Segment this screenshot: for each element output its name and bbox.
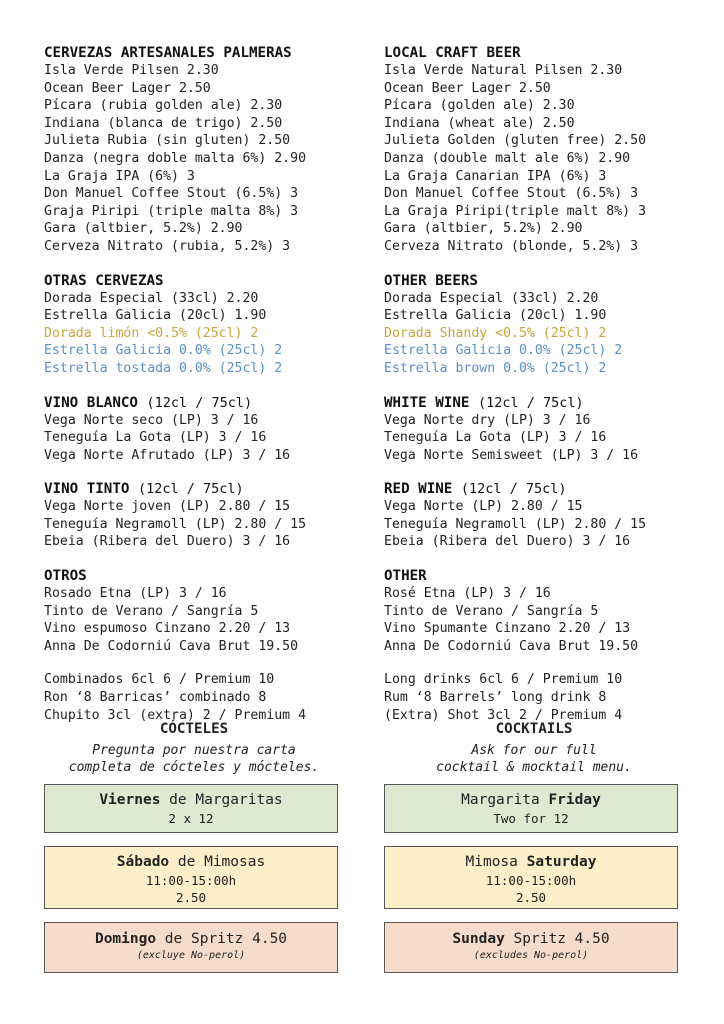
- menu-item: Vino espumoso Cinzano 2.20 / 13: [44, 621, 291, 637]
- promo-margarita-friday: [384, 784, 678, 833]
- menu-item: Teneguía La Gota (LP) 3 / 16: [384, 430, 607, 446]
- cocktails-note: completa de cócteles y mócteles.: [68, 760, 320, 775]
- menu-item: Julieta Golden (gluten free) 2.50: [384, 133, 647, 149]
- menu-item: (Extra) Shot 3cl 2 / Premium 4: [384, 707, 623, 723]
- menu-section: [384, 567, 684, 655]
- menu-item: Anna De Codorniú Cava Brut 19.50: [44, 638, 299, 654]
- menu-column-spanish: [44, 44, 344, 740]
- promo-hours: 11:00-15:00h: [485, 873, 577, 888]
- menu-item: Combinados 6cl 6 / Premium 10: [44, 672, 275, 688]
- menu-item: Chupito 3cl (extra) 2 / Premium 4: [44, 707, 307, 723]
- promo-title: Mimosa Saturday: [465, 854, 597, 870]
- promo-title: Domingo de Spritz 4.50: [94, 931, 288, 947]
- menu-item: Indiana (wheat ale) 2.50: [384, 115, 575, 131]
- menu-item: Estrella Galicia 0.0% (25cl) 2: [384, 343, 623, 359]
- promo-hours: 11:00-15:00h: [145, 873, 237, 888]
- section-heading: OTHER: [384, 568, 427, 585]
- menu-item: Cerveza Nitrato (blonde, 5.2%) 3: [384, 238, 639, 254]
- section-heading: OTHER BEERS: [384, 272, 478, 289]
- section-heading: VINO BLANCO (12cl / 75cl): [44, 394, 253, 411]
- menu-item: Vega Norte Semisweet (LP) 3 / 16: [384, 447, 639, 463]
- menu-item: Danza (negra doble malta 6%) 2.90: [44, 150, 307, 166]
- menu-item: Don Manuel Coffee Stout (6.5%) 3: [44, 186, 299, 202]
- section-size-note: (12cl / 75cl): [460, 481, 567, 498]
- menu-item: La Graja Piripi(triple malt 8%) 3: [384, 203, 647, 219]
- section-heading: WHITE WINE (12cl / 75cl): [384, 394, 584, 411]
- menu-item: Dorada Especial (33cl) 2.20: [44, 290, 259, 306]
- menu-item: Gara (altbier, 5.2%) 2.90: [44, 221, 243, 237]
- menu-item: Ocean Beer Lager 2.50: [44, 80, 211, 96]
- cocktails-note: cocktail & mocktail menu.: [436, 760, 632, 775]
- menu-item: Vino Spumante Cinzano 2.20 / 13: [384, 621, 631, 637]
- menu-item: Vega Norte (LP) 2.80 / 15: [384, 499, 583, 515]
- menu-item: Rosado Etna (LP) 3 / 16: [44, 586, 227, 602]
- menu-item: Estrella Galicia (20cl) 1.90: [44, 308, 267, 324]
- menu-item: Don Manuel Coffee Stout (6.5%) 3: [384, 186, 639, 202]
- menu-item: Estrella Galicia (20cl) 1.90: [384, 308, 607, 324]
- promo-title: Sunday Spritz 4.50: [452, 931, 610, 947]
- section-size-note: (12cl / 75cl): [146, 394, 253, 411]
- menu-item: Pícara (golden ale) 2.30: [384, 98, 575, 114]
- menu-item: Teneguía Negramoll (LP) 2.80 / 15: [44, 516, 307, 532]
- menu-item: Vega Norte dry (LP) 3 / 16: [384, 412, 591, 428]
- section-heading: VINO TINTO (12cl / 75cl): [44, 481, 244, 498]
- promo-sunday-spritz: [44, 922, 338, 973]
- menu-item: Rum ‘8 Barrels’ long drink 8: [384, 690, 607, 706]
- cocktails-note: Pregunta por nuestra carta: [92, 743, 296, 758]
- menu-item: Ebeia (Ribera del Duero) 3 / 16: [44, 534, 291, 550]
- menu-item: Pícara (rubia golden ale) 2.30: [44, 98, 283, 114]
- menu-item: Dorada limón <0.5% (25cl) 2: [44, 325, 259, 341]
- menu-section: [44, 671, 344, 724]
- menu-item: Gara (altbier, 5.2%) 2.90: [384, 221, 583, 237]
- promo-title: Margarita Friday: [461, 792, 601, 808]
- promo-friday-margaritas: [44, 784, 338, 833]
- menu-item: Danza (double malt ale 6%) 2.90: [384, 150, 631, 166]
- menu-section: [384, 394, 684, 465]
- cocktails-block-english: [384, 720, 684, 776]
- promo-sunday-spritz: [384, 922, 678, 973]
- menu-section: [44, 480, 344, 551]
- menu-item: Dorada Shandy <0.5% (25cl) 2: [384, 325, 607, 341]
- menu-item: Vega Norte Afrutado (LP) 3 / 16: [44, 447, 291, 463]
- section-heading: OTROS: [44, 568, 87, 585]
- menu-section: [384, 44, 684, 256]
- menu-item: Dorada Especial (33cl) 2.20: [384, 290, 599, 306]
- menu-item: Estrella brown 0.0% (25cl) 2: [384, 360, 607, 376]
- promo-footnote: (excluye No-perol): [136, 950, 246, 961]
- menu-item: Vega Norte seco (LP) 3 / 16: [44, 412, 259, 428]
- menu-item: Tinto de Verano / Sangría 5: [384, 603, 599, 619]
- menu-item: Estrella Galicia 0.0% (25cl) 2: [44, 343, 283, 359]
- menu-item: Ebeia (Ribera del Duero) 3 / 16: [384, 534, 631, 550]
- section-heading: RED WINE (12cl / 75cl): [384, 481, 567, 498]
- menu-section: [44, 567, 344, 655]
- menu-item: Rosé Etna (LP) 3 / 16: [384, 586, 551, 602]
- section-size-note: (12cl / 75cl): [137, 481, 244, 498]
- promo-price: 2.50: [515, 890, 547, 905]
- menu-section: [44, 44, 344, 256]
- menu-item: Indiana (blanca de trigo) 2.50: [44, 115, 283, 131]
- menu-item: Teneguía Negramoll (LP) 2.80 / 15: [384, 516, 647, 532]
- cocktails-note: Ask for our full: [471, 743, 597, 758]
- menu-item: Ron ‘8 Barricas’ combinado 8: [44, 690, 267, 706]
- menu-item: Isla Verde Natural Pilsen 2.30: [384, 63, 623, 78]
- section-heading: OTRAS CERVEZAS: [44, 272, 164, 289]
- menu-item: Vega Norte joven (LP) 2.80 / 15: [44, 499, 291, 515]
- menu-item: Teneguía La Gota (LP) 3 / 16: [44, 430, 267, 446]
- menu-item: Ocean Beer Lager 2.50: [384, 80, 551, 96]
- menu-item: La Graja Canarian IPA (6%) 3: [384, 168, 607, 184]
- menu-item: Long drinks 6cl 6 / Premium 10: [384, 672, 623, 688]
- menu-item: Isla Verde Pilsen 2.30: [44, 63, 219, 78]
- promo-price: 2.50: [175, 890, 207, 905]
- menu-column-english: [384, 44, 684, 740]
- menu-item: Anna De Codorniú Cava Brut 19.50: [384, 638, 639, 654]
- cocktails-title: CÓCTELES: [159, 721, 229, 737]
- menu-item: La Graja IPA (6%) 3: [44, 168, 195, 184]
- promo-footnote: (excludes No-perol): [473, 950, 589, 961]
- section-size-note: (12cl / 75cl): [477, 394, 584, 411]
- promo-detail: Two for 12: [493, 811, 569, 826]
- menu-section: [384, 480, 684, 551]
- menu-section: [44, 272, 344, 378]
- menu-item: Tinto de Verano / Sangría 5: [44, 603, 259, 619]
- menu-item: Cerveza Nitrato (rubia, 5.2%) 3: [44, 238, 291, 254]
- menu-section: [384, 671, 684, 724]
- section-heading: LOCAL CRAFT BEER: [384, 45, 521, 61]
- promo-title: Sábado de Mimosas: [116, 854, 266, 870]
- menu-section: [384, 272, 684, 378]
- promo-mimosa-saturday: [384, 846, 678, 909]
- cocktails-block-spanish: [44, 720, 344, 776]
- menu-item: Graja Piripi (triple malta 8%) 3: [44, 203, 299, 219]
- promo-title: Viernes de Margaritas: [99, 792, 283, 808]
- menu-item: Julieta Rubia (sin gluten) 2.50: [44, 133, 291, 149]
- promo-detail: 2 x 12: [168, 811, 214, 826]
- section-heading: CERVEZAS ARTESANALES PALMERAS: [44, 45, 292, 61]
- menu-item: Estrella tostada 0.0% (25cl) 2: [44, 360, 283, 376]
- cocktails-title: COCKTAILS: [495, 721, 573, 737]
- promo-saturday-mimosas: [44, 846, 338, 909]
- menu-section: [44, 394, 344, 465]
